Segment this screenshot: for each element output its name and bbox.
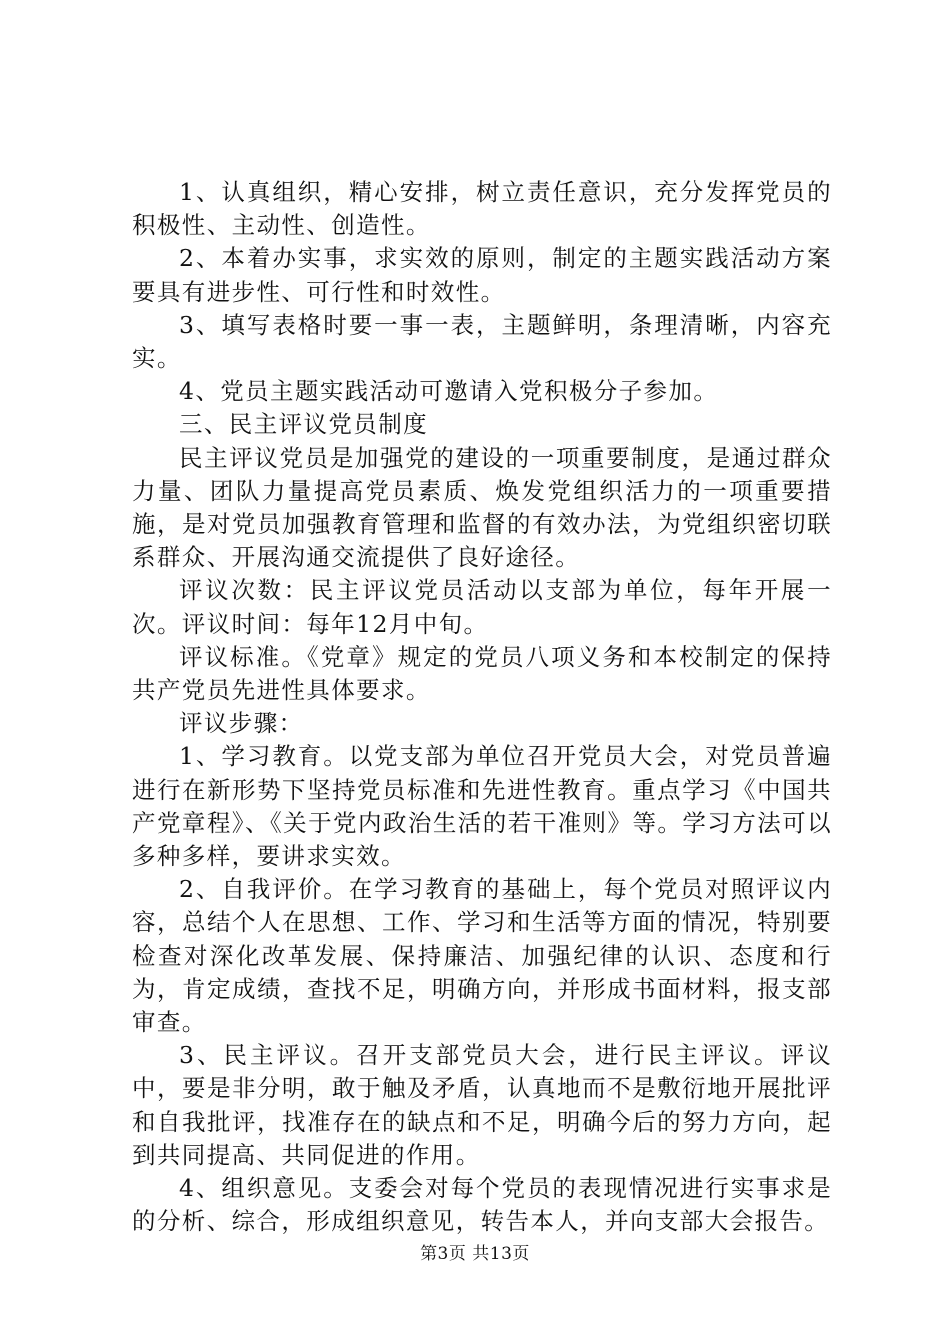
paragraph-intro: 民主评议党员是加强党的建设的一项重要制度，是通过群众力量、团队力量提高党员素质、焕发党组织活力的一项重要措施，是对党员加强教育管理和监督的有效办法，为党组织密切联系群众、开展沟通交流提供了良好途径。 xyxy=(132,443,832,572)
paragraph-step-4: 4、组织意见。支委会对每个党员的表现情况进行实事求是的分析、综合，形成组织意见，转告本人，并向支部大会报告。 xyxy=(132,1174,832,1236)
paragraph-3: 3、填写表格时要一事一表，主题鲜明，条理清晰，内容充实。 xyxy=(132,310,832,373)
paragraph-4: 4、党员主题实践活动可邀请入党积极分子参加。 xyxy=(179,377,719,406)
paragraph-step-3: 3、民主评议。召开支部党员大会，进行民主评议。评议中，要是非分明，敢于触及矛盾，认真地而不是敷衍地开展批评和自我批评，找准存在的缺点和不足，明确今后的努力方向，起到共同提高、共同促进的作用。 xyxy=(132,1041,832,1169)
paragraph-2: 2、本着办实事，求实效的原则，制定的主题实践活动方案要具有进步性、可行性和时效性。 xyxy=(132,244,832,306)
document-body xyxy=(132,176,832,1239)
section-heading: 三、民主评议党员制度 xyxy=(179,410,428,439)
paragraph-standard: 评议标准。《党章》规定的党员八项义务和本校制定的保持共产党员先进性具体要求。 xyxy=(132,642,832,705)
paragraph-step-1: 1、学习教育。以党支部为单位召开党员大会，对党员普遍进行在新形势下坚持党员标准和先进性教育。重点学习《中国共产党章程》、《关于党内政治生活的若干准则》等。学习方法可以多种多样，要讲求实效。 xyxy=(132,742,832,871)
paragraph-frequency: 评议次数：民主评议党员活动以支部为单位，每年开展一次。评议时间：每年12月中旬。 xyxy=(132,576,832,638)
paragraph-1: 1、认真组织，精心安排，树立责任意识，充分发挥党员的积极性、主动性、创造性。 xyxy=(132,178,832,240)
paragraph-step-2: 2、自我评价。在学习教育的基础上，每个党员对照评议内容，总结个人在思想、工作、学习和生活等方面的情况，特别要检查对深化改革发展、保持廉洁、加强纪律的认识、态度和行为，肯定成绩，查找不足，明确方向，并形成书面材料，报支部审查。 xyxy=(132,875,832,1037)
page-number-footer: 第3页 共13页 xyxy=(420,1244,530,1264)
paragraph-steps-label: 评议步骤： xyxy=(179,709,304,738)
